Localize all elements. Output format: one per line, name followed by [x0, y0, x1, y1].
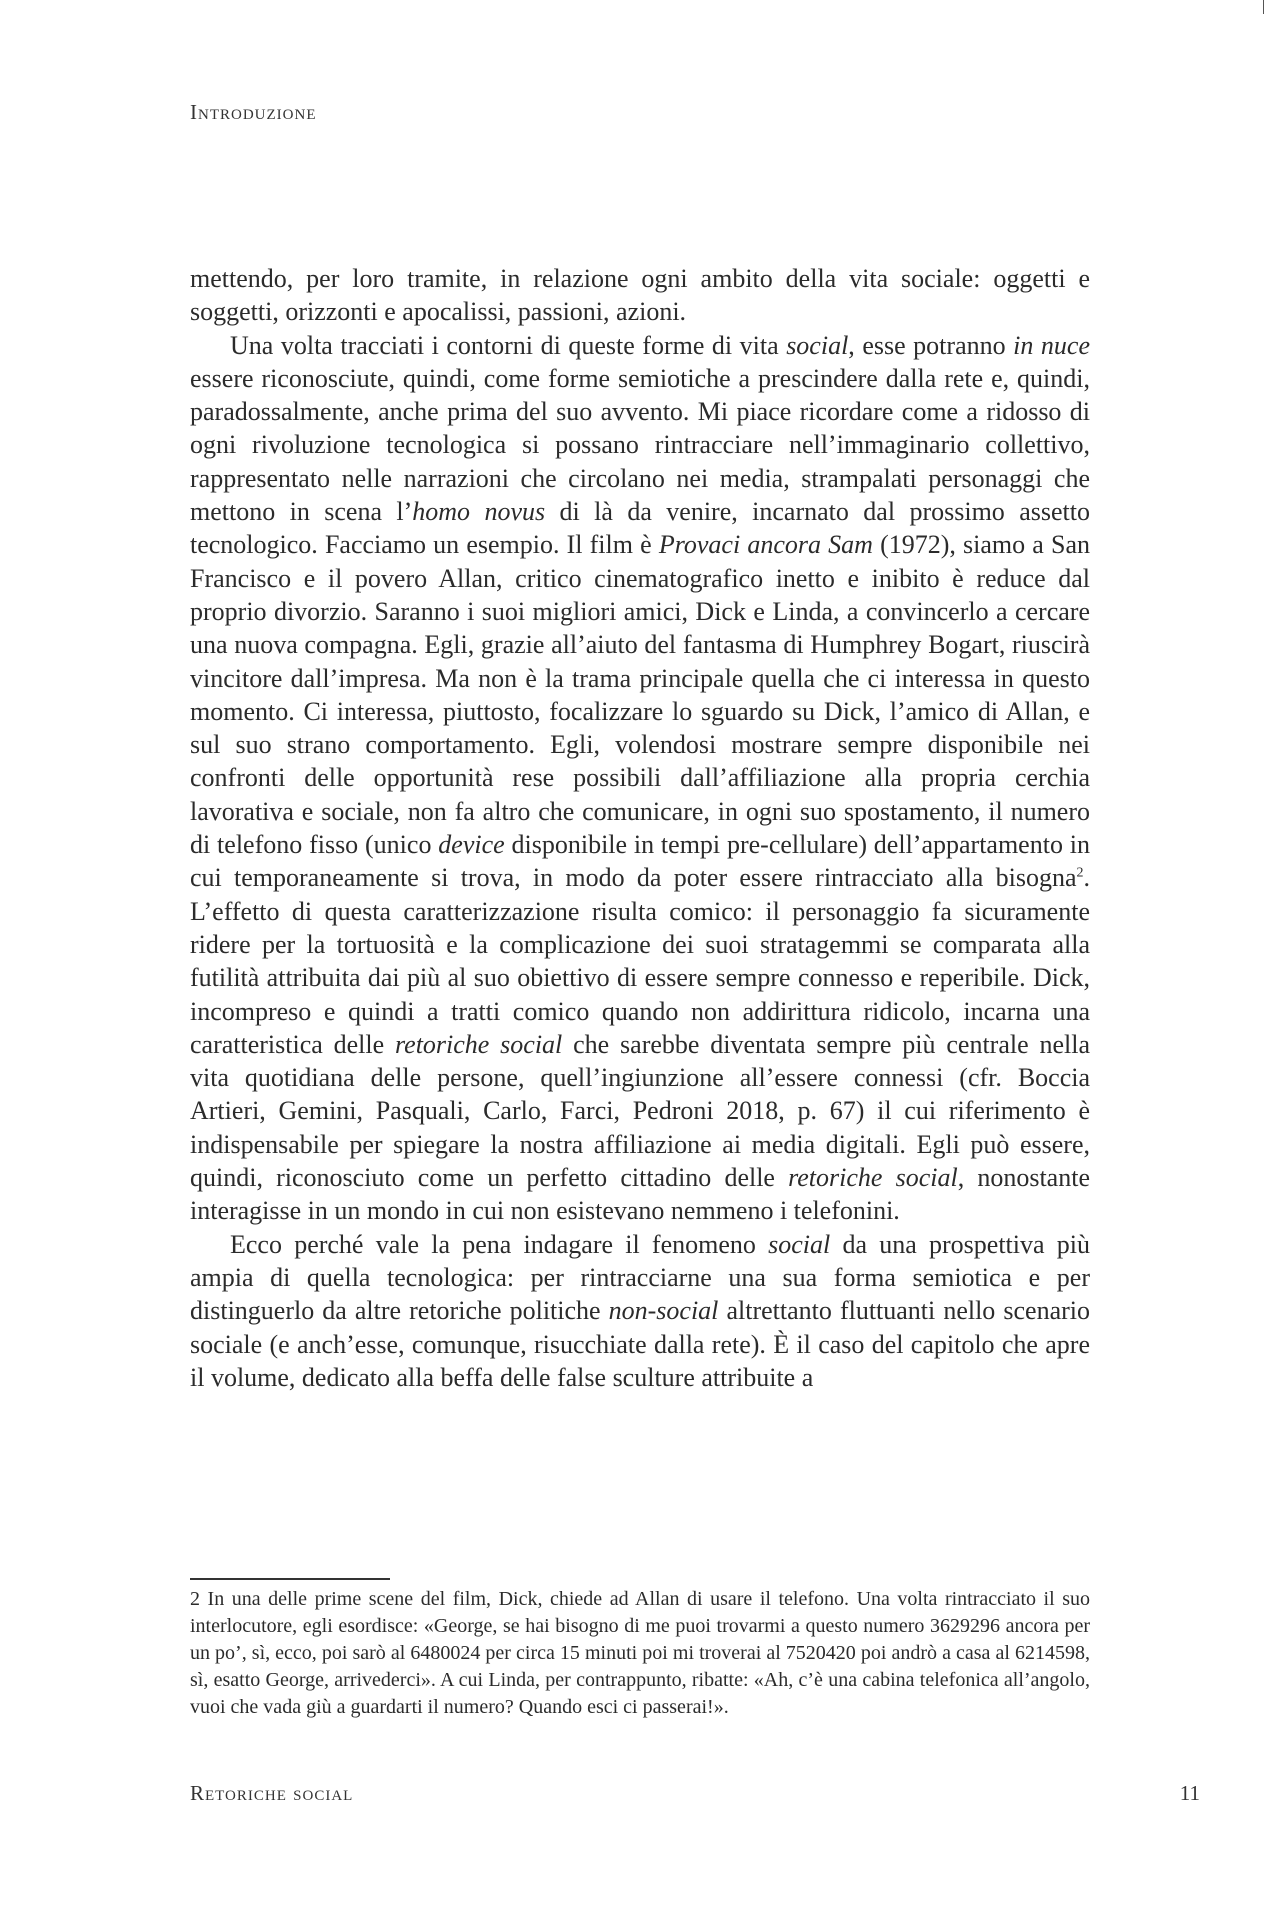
text-segment: , esse potranno	[848, 330, 1014, 360]
footnote-number: 2	[190, 1588, 200, 1610]
footer-title: Retoriche social	[190, 1781, 354, 1805]
text-segment: mettendo, per loro tramite, in relazione ogni ambito della vita sociale: oggetti e soggetti, orizzonti e apocalissi, passioni, azioni.	[190, 264, 1090, 327]
paragraph	[190, 329, 1090, 1228]
text-segment: (1972), siamo a San Francisco e il povero Allan, critico cinematografico inetto e inibito è reduce dal proprio divorzio. Saranno i suoi migliori amici, Dick e Linda, a convincerlo a cercare una nuova compagna. Egli, grazie all’aiuto del fantasma di Humphrey Bogart, riuscirà vincitore dall’impresa. Ma non è la trama principale quella che ci interessa in questo momento. Ci interessa, piuttosto, focalizzare lo sguardo su Dick, l’amico di Allan, e sul suo strano comportamento. Egli, volendosi mostrare sempre disponibile nei confronti delle opportunità rese possibili dall’affiliazione alla propria cerchia lavorativa e sociale, non fa altro che comunicare, in ogni suo spostamento, il numero di telefono fisso (unico	[190, 530, 1090, 860]
text-segment: Una volta tracciati i contorni di queste forme di vita	[230, 330, 787, 360]
page-number: 11	[1179, 1781, 1200, 1805]
italic-text: retoriche social	[788, 1163, 958, 1193]
italic-text: social	[786, 330, 849, 360]
italic-text: social	[768, 1229, 831, 1259]
text-segment: . L’effetto di questa caratterizzazione risulta comico: il personaggio fa sicuramente ridere per la tortuosità e la complicazione dei suoi stratagemmi se comparata alla futilità attribuita dai più al suo obiettivo di essere sempre connesso e reperibile. Dick, incompreso e quindi a tratti comico quando non addirittura ridicolo, incarna una caratteristica delle	[190, 863, 1090, 1059]
text-segment: da una prospettiva più ampia di quella tecnologica: per rintracciarne una sua forma semiotica e per distinguerlo da altre retoriche politiche	[190, 1229, 1090, 1326]
text-segment: che sarebbe diventata sempre più centrale nella vita quotidiana delle persone, quell’ingiunzione all’essere connessi (cfr. Boccia Artieri, Gemini, Pasquali, Carlo, Farci, Pedroni 2018, p. 67) il cui riferimento è indispensabile per spiegare la nostra affiliazione ai media digitali. Egli può essere, quindi, riconosciuto come un perfetto cittadino delle	[190, 1029, 1090, 1193]
text-segment: di là da venire, incarnato dal prossimo assetto tecnologico. Facciamo un esempio. Il film è	[190, 497, 1090, 560]
italic-text: device	[438, 830, 505, 860]
italic-text: in nuce	[1013, 330, 1090, 360]
italic-text: retoriche social	[395, 1029, 563, 1059]
italic-text: non-social	[608, 1296, 719, 1326]
text-segment: altrettanto fluttuanti nello scenario sociale (e anch’esse, comunque, risucchiate dalla rete). È il caso del capitolo che apre il volume, dedicato alla beffa delle false sculture attribuite a	[190, 1296, 1090, 1392]
text-segment: essere riconosciute, quindi, come forme semiotiche a prescindere dalla rete e, quindi, paradossalmente, anche prima del suo avvento. Mi piace ricordare come a ridosso di ogni rivoluzione tecnologica si possano rintracciare nell’immaginario collettivo, rappresentato nelle narrazioni che circolano nei media, strampalati personaggi che mettono in scena l’	[190, 363, 1090, 527]
body-text	[190, 262, 1090, 1394]
paragraph	[190, 1228, 1090, 1394]
italic-text: Provaci ancora Sam	[658, 530, 873, 560]
footnote-rule	[190, 1578, 390, 1580]
footnote-ref: 2	[1076, 865, 1084, 881]
running-head: Introduzione	[190, 100, 317, 124]
footnote	[190, 1586, 1090, 1721]
paragraph	[190, 262, 1090, 329]
italic-text: homo novus	[412, 497, 546, 527]
crop-mark	[1263, 0, 1264, 14]
text-segment: disponibile in tempi pre-cellulare) dell’appartamento in cui temporaneamente si trova, in modo da poter essere rintracciato alla bisogna	[190, 830, 1090, 893]
footnote-text: In una delle prime scene del film, Dick, chiede ad Allan di usare il telefono. Una volta rintracciato il suo interlocutore, egli esordisce: «George, se hai bisogno di me puoi trovarmi a questo numero 3629296 ancora per un po’, sì, ecco, poi sarò al 6480024 per circa 15 minuti poi mi troverai al 7520420 poi andrò a casa al 6214598, sì, esatto George, arrivederci». A cui Linda, per contrappunto, ribatte: «Ah, c’è una cabina telefonica all’angolo, vuoi che vada giù a guardarti il numero? Quando esci ci passerai!».	[190, 1588, 1090, 1718]
text-segment: Ecco perché vale la pena indagare il fenomeno	[230, 1229, 769, 1259]
text-segment: , nonostante interagisse in un mondo in cui non esistevano nemmeno i telefonini.	[190, 1163, 1090, 1226]
